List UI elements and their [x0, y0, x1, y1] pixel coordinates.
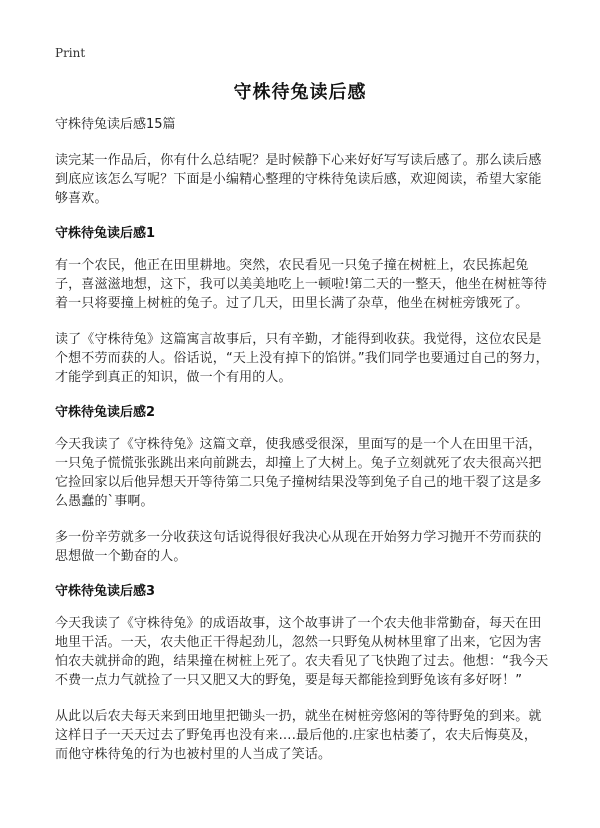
section-paragraph: 今天我读了《守株待兔》的成语故事，这个故事讲了一个农夫他非常勤奋，每天在田地里干活。一天，农夫他正干得起劲儿，忽然一只野兔从树林里窜了出来，它因为害怕农夫就拼命的跑，结果撞在树桩上死了。农夫看见了飞快跑了过去。他想：“我今天不费一点力气就捡了一只又肥又大的野兔，要是每天都能捡到野兔该有多好呀！”: [55, 616, 549, 688]
section-paragraph: 今天我读了《守株待兔》这篇文章，使我感受很深，里面写的是一个人在田里干活，一只兔子慌慌张张跳出来向前跳去，却撞上了大树上。兔子立刻就死了农夫很高兴把它捡回家以后他异想天开等待第二只兔子撞树结果没等到兔子自己的地干裂了这是多么愚蠢的`事啊。: [55, 437, 542, 509]
section-paragraph: 读了《守株待兔》这篇寓言故事后，只有辛勤，才能得到收获。我觉得，这位农民是个想不劳而获的人。俗话说，“天上没有掉下的馅饼。”我们同学也要通过自己的努力，才能学到真正的知识，做一个有用的人。: [55, 332, 549, 385]
print-link[interactable]: Print: [55, 46, 86, 60]
intro-paragraph: 读完某一作品后，你有什么总结呢？是时候静下心来好好写写读后感了。那么读后感到底应该怎么写呢？下面是小编精心整理的守株待兔读后感，欢迎阅读，希望大家能够喜欢。: [55, 153, 542, 206]
section-2: [55, 404, 550, 566]
page-title: 守株待兔读后感: [233, 82, 367, 103]
section-paragraph: 从此以后农夫每天来到田地里把锄头一扔，就坐在树桩旁悠闲的等待野兔的到来。就这样日子一天天过去了野兔再也没有来….最后他的.庄家也枯萎了，农夫后悔莫及，而他守株待兔的行为也被村里的人当成了笑话。: [55, 709, 542, 762]
section-heading: 守株待兔读后感1: [55, 226, 156, 241]
section-heading: 守株待兔读后感2: [55, 405, 156, 420]
section-3: [55, 583, 550, 764]
article-body: [55, 116, 550, 781]
section-1: [55, 225, 550, 387]
article-subtitle: 守株待兔读后感15篇: [55, 117, 176, 132]
section-heading: 守株待兔读后感3: [55, 584, 156, 599]
section-paragraph: 有一个农民，他正在田里耕地。突然，农民看见一只兔子撞在树桩上，农民拣起兔子，喜滋滋地想，这下，我可以美美地吃上一顿啦!第二天的一整天，他坐在树桩等待着一只将要撞上树桩的兔子。过了几天，田里长满了杂草，他坐在树桩旁饿死了。: [55, 258, 547, 311]
section-paragraph: 多一份辛劳就多一分收获这句话说得很好我决心从现在开始努力学习抛开不劳而获的思想做一个勤奋的人。: [55, 530, 542, 564]
